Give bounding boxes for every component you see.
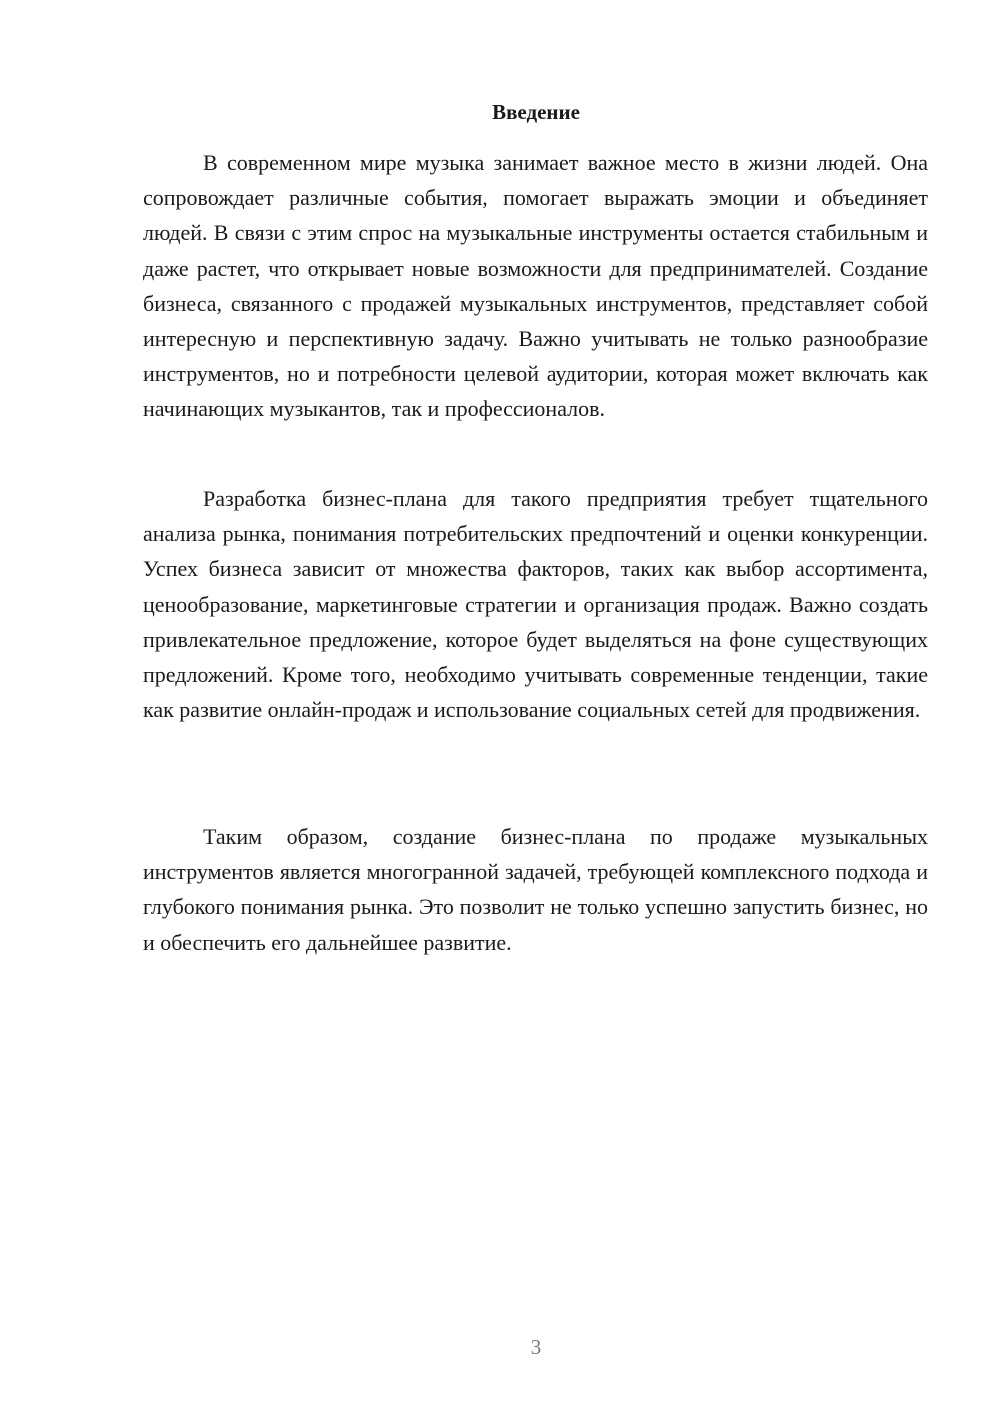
paragraph-2: Разработка бизнес-плана для такого предприятия требует тщательного анализа рынка, понимания потребительских предпочтений и оценки конкуренции. Успех бизнеса зависит от множества факторов, таких как выбор ассортимента, ценообразование, маркетинговые стратегии и организация продаж. Важно создать привлекательное предложение, которое будет выделяться на фоне существующих предложений. Кроме того, необходимо учитывать современные тенденции, такие как развитие онлайн-продаж и использование социальных сетей для продвижения. xyxy=(143,486,928,723)
page-number: 3 xyxy=(530,1335,542,1359)
paragraph-3: Таким образом, создание бизнес-плана по продаже музыкальных инструментов является многогранной задачей, требующей комплексного подхода и глубокого понимания рынка. Это позволит не только успешно запустить бизнес, но и обеспечить его дальнейшее развитие. xyxy=(143,824,928,955)
paragraph-1: В современном мире музыка занимает важное место в жизни людей. Она сопровождает различные события, помогает выражать эмоции и объединяет людей. В связи с этим спрос на музыкальные инструменты остается стабильным и даже растет, что открывает новые возможности для предпринимателей. Создание бизнеса, связанного с продажей музыкальных инструментов, представляет собой интересную и перспективную задачу. Важно учитывать не только разнообразие инструментов, но и потребности целевой аудитории, которая может включать как начинающих музыкантов, так и профессионалов. xyxy=(143,150,928,422)
section-heading: Введение xyxy=(492,100,580,124)
